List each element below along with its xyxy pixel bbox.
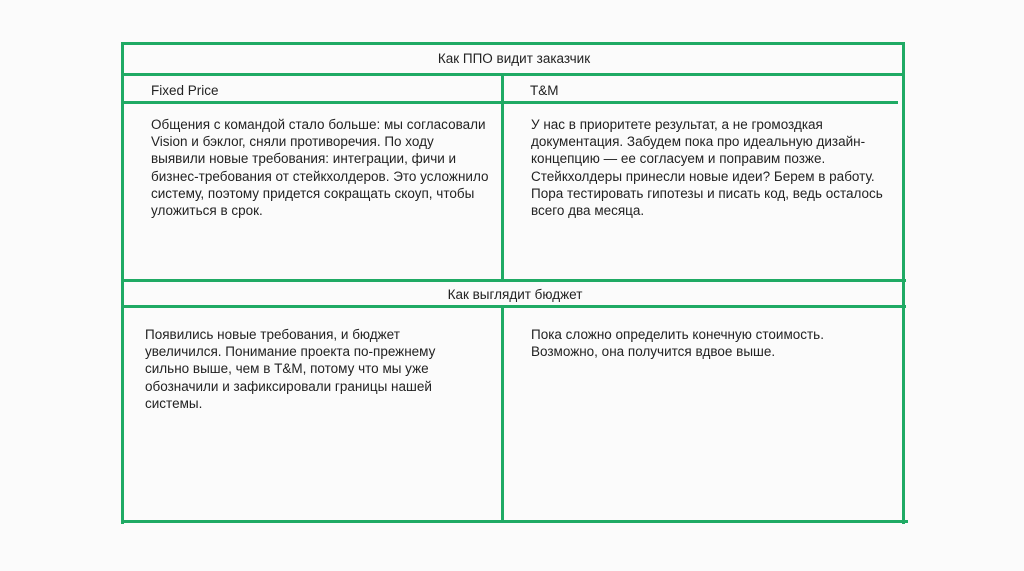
border-bottom: [124, 520, 908, 523]
border-top: [121, 42, 905, 45]
divider-col-top: [501, 75, 504, 281]
divider-title: [122, 73, 904, 76]
table-title: Как ППО видит заказчик: [437, 51, 591, 66]
divider-section2-top: [124, 279, 906, 282]
divider-colheads: [122, 101, 898, 104]
column-header-tm: T&M: [530, 83, 559, 98]
border-left: [121, 42, 124, 524]
cell-row1-tm: У нас в приоритете результат, а не громоздкая документация. Забудем пока про идеальную дизайн-концепцию — ее согласуем и поправим позже. Стейкхолдеры принесли новые идеи? Берем в работу. Пора тестировать гипотезы и писать код, ведь осталось всего два месяца.: [531, 117, 883, 219]
cell-row1-fixed-price: Общения с командой стало больше: мы согласовали Vision и бэклог, сняли противоречия. По ходу выявили новые требования: интеграции, фичи и бизнес-требования от стейкхолдеров. Это усложнило систему, поэтому придется сокращать скоуп, чтобы уложиться в срок.: [151, 117, 489, 219]
divider-section2-bottom: [124, 305, 906, 308]
border-right: [902, 42, 905, 524]
cell-row2-fixed-price: Появились новые требования, и бюджет увеличился. Понимание проекта по-прежнему сильно выше, чем в T&M, потому что мы уже обозначили и зафиксировали границы нашей системы.: [145, 327, 436, 411]
cell-row2-tm: Пока сложно определить конечную стоимость. Возможно, она получится вдвое выше.: [531, 327, 824, 360]
divider-col-bottom: [501, 307, 504, 522]
section-title-budget: Как выглядит бюджет: [447, 287, 583, 302]
column-header-fixed-price: Fixed Price: [151, 83, 219, 98]
